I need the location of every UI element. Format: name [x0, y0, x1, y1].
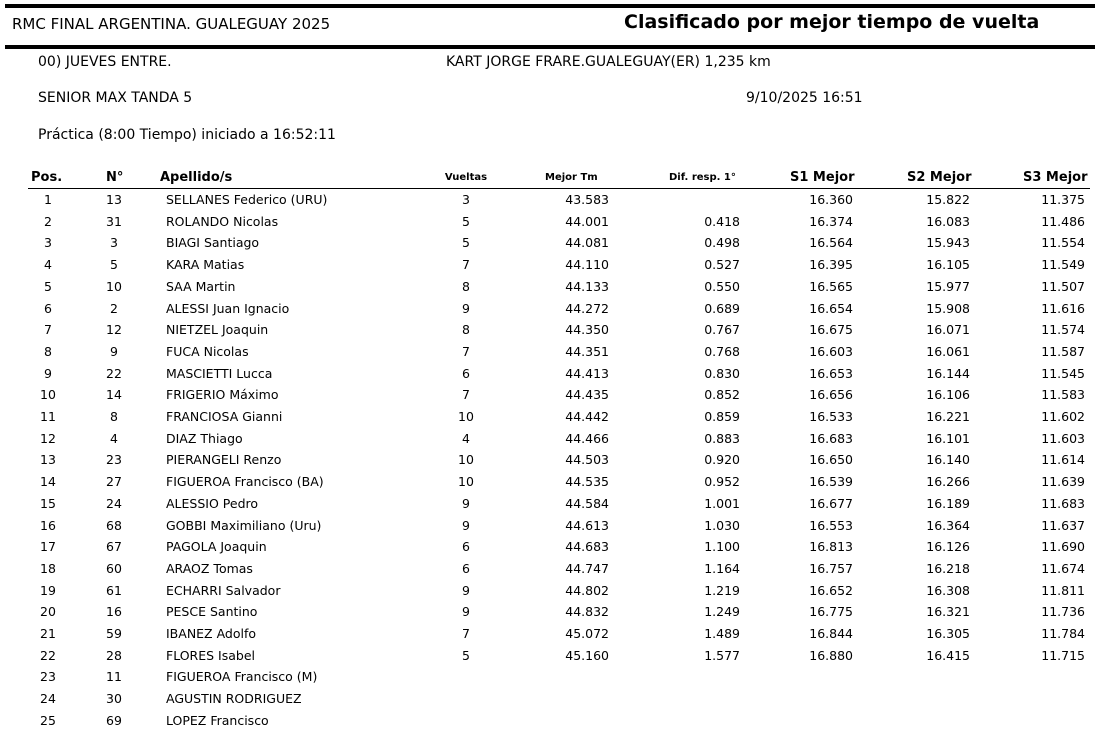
cell-pos: 3: [44, 235, 52, 251]
cell-diff: 1.001: [704, 495, 740, 511]
cell-s2: 16.305: [926, 626, 970, 641]
table-row: [0, 710, 1095, 732]
cell-num: 23: [106, 452, 122, 468]
cell-pos: 13: [40, 452, 56, 468]
cell-name: ALESSI Juan Ignacio: [166, 300, 290, 316]
cell-best: 44.081: [565, 235, 609, 251]
cell-pos: 23: [40, 669, 56, 685]
cell-best: 43.583: [565, 192, 609, 207]
cell-s3: [1000, 666, 1085, 688]
cell-pos: 2: [44, 213, 52, 229]
cell-s1: 16.844: [809, 626, 853, 641]
cell-name: KARA Matias: [166, 257, 245, 273]
table-row: [0, 471, 1095, 493]
cell-s3: 11.603: [1041, 430, 1085, 446]
cell-s2: 16.071: [926, 322, 970, 338]
table-row: [0, 623, 1095, 645]
cell-s3: 11.486: [1041, 213, 1085, 229]
table-row: [0, 580, 1095, 602]
cell-s2: 16.144: [926, 365, 970, 381]
cell-name: ROLANDO Nicolas: [166, 213, 279, 229]
cell-best: 45.160: [565, 647, 609, 663]
table-row: [0, 601, 1095, 623]
cell-s1: [770, 710, 853, 732]
cell-s1: [770, 666, 853, 688]
col-header-laps: Vueltas: [444, 172, 488, 183]
cell-diff: 0.859: [704, 409, 740, 424]
cell-s1: 16.653: [809, 365, 853, 381]
cell-num: 59: [106, 626, 122, 641]
cell-name: SELLANES Federico (URU): [166, 192, 328, 207]
cell-laps: 5: [462, 647, 470, 663]
cell-diff: 0.498: [704, 235, 740, 251]
cell-s3: 11.690: [1041, 539, 1085, 555]
table-row: [0, 515, 1095, 537]
table-row: [0, 493, 1095, 515]
cell-diff: 1.219: [704, 582, 740, 598]
cell-num: 13: [106, 192, 122, 207]
cell-s3: 11.375: [1041, 192, 1085, 207]
cell-diff: 0.689: [704, 300, 740, 316]
cell-name: LOPEZ Francisco: [166, 712, 269, 728]
cell-best: 44.613: [565, 517, 609, 533]
cell-name: NIETZEL Joaquin: [166, 322, 269, 338]
cell-diff: [650, 710, 740, 732]
cell-best: 44.110: [565, 257, 609, 273]
cell-s1: 16.650: [809, 452, 853, 468]
cell-best: 44.351: [565, 343, 609, 359]
cell-num: 9: [110, 343, 118, 359]
cell-laps: 9: [462, 604, 470, 620]
cell-s1: 16.553: [809, 517, 853, 533]
table-row: [0, 341, 1095, 363]
cell-s3: 11.683: [1041, 495, 1085, 511]
cell-s1: 16.539: [809, 474, 853, 490]
cell-num: 8: [110, 409, 118, 424]
cell-num: 10: [106, 278, 122, 294]
cell-num: 16: [106, 604, 122, 620]
session-datetime: 9/10/2025 16:51: [746, 90, 863, 106]
cell-num: 68: [106, 517, 122, 533]
cell-diff: 0.883: [704, 430, 740, 446]
cell-diff: 0.830: [704, 365, 740, 381]
cell-best: 44.802: [565, 582, 609, 598]
cell-diff: 1.164: [704, 560, 740, 576]
cell-pos: 11: [40, 409, 56, 424]
cell-s1: 16.603: [809, 343, 853, 359]
cell-s3: [1000, 688, 1085, 710]
col-header-s3: S3 Mejor: [1023, 170, 1088, 185]
cell-name: FIGUEROA Francisco (BA): [166, 474, 324, 490]
cell-best: 44.133: [565, 278, 609, 294]
cell-s2: [890, 688, 970, 710]
table-row: [0, 189, 1095, 211]
cell-diff: 1.249: [704, 604, 740, 620]
cell-best: 44.503: [565, 452, 609, 468]
cell-s2: 16.101: [926, 430, 970, 446]
cell-diff: [650, 189, 740, 211]
cell-laps: [436, 688, 496, 710]
cell-s1: 16.374: [809, 213, 853, 229]
cell-pos: 7: [44, 322, 52, 338]
table-row: [0, 232, 1095, 254]
cell-num: 67: [106, 539, 122, 555]
cell-laps: [436, 710, 496, 732]
cell-best: 44.747: [565, 560, 609, 576]
cell-s3: 11.639: [1041, 474, 1085, 490]
cell-pos: 8: [44, 343, 52, 359]
cell-best: 44.466: [565, 430, 609, 446]
col-header-s1: S1 Mejor: [790, 170, 855, 185]
cell-laps: 7: [462, 343, 470, 359]
cell-num: 4: [110, 430, 118, 446]
cell-s3: 11.507: [1041, 278, 1085, 294]
cell-name: FRIGERIO Máximo: [166, 387, 279, 403]
cell-pos: 14: [40, 474, 56, 490]
cell-s3: 11.587: [1041, 343, 1085, 359]
cell-s1: 16.652: [809, 582, 853, 598]
cell-pos: 16: [40, 517, 56, 533]
cell-s3: 11.614: [1041, 452, 1085, 468]
cell-best: 44.413: [565, 365, 609, 381]
cell-name: ARAOZ Tomas: [166, 560, 253, 576]
table-row: [0, 363, 1095, 385]
cell-s2: 16.364: [926, 517, 970, 533]
cell-laps: 8: [462, 322, 470, 338]
cell-num: 14: [106, 387, 122, 403]
cell-diff: 0.767: [704, 322, 740, 338]
cell-s3: 11.715: [1041, 647, 1085, 663]
cell-s2: 16.415: [926, 647, 970, 663]
cell-s1: 16.880: [809, 647, 853, 663]
cell-name: AGUSTIN RODRIGUEZ: [166, 691, 302, 707]
top-rule: [5, 4, 1095, 8]
cell-best: 44.584: [565, 495, 609, 511]
cell-name: ECHARRI Salvador: [166, 582, 281, 598]
table-row: [0, 558, 1095, 580]
cell-name: GOBBI Maximiliano (Uru): [166, 517, 322, 533]
cell-laps: 10: [458, 474, 474, 490]
cell-s2: 16.140: [926, 452, 970, 468]
col-header-s2: S2 Mejor: [907, 170, 972, 185]
cell-laps: 10: [458, 452, 474, 468]
cell-diff: 0.768: [704, 343, 740, 359]
cell-pos: 4: [44, 257, 52, 273]
cell-s2: 16.218: [926, 560, 970, 576]
cell-name: MASCIETTI Lucca: [166, 365, 273, 381]
cell-num: 61: [106, 582, 122, 598]
cell-diff: 0.852: [704, 387, 740, 403]
table-row: [0, 449, 1095, 471]
cell-s1: 16.675: [809, 322, 853, 338]
cell-s2: 16.221: [926, 409, 970, 424]
cell-s1: 16.775: [809, 604, 853, 620]
table-row: [0, 384, 1095, 406]
cell-s3: 11.616: [1041, 300, 1085, 316]
cell-s3: 11.602: [1041, 409, 1085, 424]
cell-s1: 16.564: [809, 235, 853, 251]
cell-laps: 8: [462, 278, 470, 294]
col-header-best: Mejor Tm: [545, 172, 598, 183]
cell-laps: 9: [462, 300, 470, 316]
cell-laps: 7: [462, 387, 470, 403]
cell-pos: 12: [40, 430, 56, 446]
cell-s2: 16.189: [926, 495, 970, 511]
cell-best: 44.535: [565, 474, 609, 490]
cell-laps: 5: [462, 213, 470, 229]
cell-laps: 7: [462, 626, 470, 641]
cell-name: PIERANGELI Renzo: [166, 452, 282, 468]
cell-s2: 16.266: [926, 474, 970, 490]
session-day: 00) JUEVES ENTRE.: [38, 54, 172, 70]
cell-num: 12: [106, 322, 122, 338]
cell-name: DIAZ Thiago: [166, 430, 243, 446]
cell-pos: 24: [40, 691, 56, 707]
cell-diff: 1.100: [704, 539, 740, 555]
cell-s1: 16.654: [809, 300, 853, 316]
cell-pos: 17: [40, 539, 56, 555]
track-info: KART JORGE FRARE.GUALEGUAY(ER) 1,235 km: [446, 54, 771, 70]
cell-name: FLORES Isabel: [166, 647, 255, 663]
cell-best: 44.832: [565, 604, 609, 620]
cell-laps: 5: [462, 235, 470, 251]
cell-num: 69: [106, 712, 122, 728]
cell-pos: 19: [40, 582, 56, 598]
cell-best: [520, 710, 609, 732]
cell-diff: 1.030: [704, 517, 740, 533]
cell-best: 44.350: [565, 322, 609, 338]
cell-s3: 11.554: [1041, 235, 1085, 251]
cell-s1: 16.683: [809, 430, 853, 446]
cell-s1: 16.813: [809, 539, 853, 555]
cell-pos: 1: [44, 192, 52, 207]
cell-s2: 16.061: [926, 343, 970, 359]
cell-s2: [890, 710, 970, 732]
cell-s3: 11.583: [1041, 387, 1085, 403]
cell-pos: 6: [44, 300, 52, 316]
cell-diff: 0.418: [704, 213, 740, 229]
cell-s2: 15.977: [926, 278, 970, 294]
cell-best: [520, 688, 609, 710]
cell-laps: 7: [462, 257, 470, 273]
header-rule: [5, 45, 1095, 49]
table-row: [0, 319, 1095, 341]
cell-laps: 10: [458, 409, 474, 424]
event-title: RMC FINAL ARGENTINA. GUALEGUAY 2025: [12, 15, 331, 33]
cell-name: PESCE Santino: [166, 604, 258, 620]
cell-s2: 16.308: [926, 582, 970, 598]
table-row: [0, 276, 1095, 298]
cell-num: 31: [106, 213, 122, 229]
col-header-name: Apellido/s: [160, 170, 233, 185]
col-header-pos: Pos.: [31, 170, 63, 185]
cell-s3: 11.545: [1041, 365, 1085, 381]
cell-name: SAA Martin: [166, 278, 236, 294]
cell-num: 5: [110, 257, 118, 273]
cell-name: BIAGI Santiago: [166, 235, 260, 251]
cell-num: 27: [106, 474, 122, 490]
table-row: [0, 298, 1095, 320]
col-header-diff: Dif. resp. 1°: [669, 172, 736, 183]
table-row: [0, 688, 1095, 710]
cell-laps: [436, 666, 496, 688]
cell-num: 3: [110, 235, 118, 251]
cell-s1: 16.656: [809, 387, 853, 403]
cell-num: 60: [106, 560, 122, 576]
cell-laps: 6: [462, 365, 470, 381]
cell-s2: 16.321: [926, 604, 970, 620]
cell-s2: 16.083: [926, 213, 970, 229]
cell-s1: 16.360: [809, 192, 853, 207]
cell-laps: 4: [462, 430, 470, 446]
cell-best: 44.272: [565, 300, 609, 316]
cell-pos: 25: [40, 712, 56, 728]
cell-diff: 0.952: [704, 474, 740, 490]
cell-pos: 15: [40, 495, 56, 511]
cell-s3: 11.549: [1041, 257, 1085, 273]
cell-best: 44.442: [565, 409, 609, 424]
cell-laps: 9: [462, 582, 470, 598]
cell-s3: 11.674: [1041, 560, 1085, 576]
cell-name: ALESSIO Pedro: [166, 495, 259, 511]
table-row: [0, 428, 1095, 450]
cell-s3: [1000, 710, 1085, 732]
cell-s3: 11.811: [1041, 582, 1085, 598]
cell-diff: 0.920: [704, 452, 740, 468]
cell-name: PAGOLA Joaquin: [166, 539, 267, 555]
cell-s2: [890, 666, 970, 688]
cell-pos: 22: [40, 647, 56, 663]
cell-diff: 0.527: [704, 257, 740, 273]
table-row: [0, 536, 1095, 558]
cell-laps: 9: [462, 517, 470, 533]
cell-best: 44.683: [565, 539, 609, 555]
cell-s1: 16.757: [809, 560, 853, 576]
cell-name: IBANEZ Adolfo: [166, 626, 257, 641]
cell-diff: [650, 688, 740, 710]
table-row: [0, 211, 1095, 233]
cell-s1: [770, 688, 853, 710]
cell-best: [520, 666, 609, 688]
cell-s2: 16.126: [926, 539, 970, 555]
table-row: [0, 645, 1095, 667]
cell-pos: 18: [40, 560, 56, 576]
cell-best: 44.435: [565, 387, 609, 403]
cell-s3: 11.784: [1041, 626, 1085, 641]
cell-diff: 0.550: [704, 278, 740, 294]
cell-num: 28: [106, 647, 122, 663]
col-header-num: N°: [106, 170, 124, 185]
practice-info: Práctica (8:00 Tiempo) iniciado a 16:52:11: [38, 127, 336, 143]
cell-s3: 11.736: [1041, 604, 1085, 620]
cell-num: 11: [106, 669, 122, 685]
cell-num: 30: [106, 691, 122, 707]
category: SENIOR MAX TANDA 5: [38, 90, 193, 106]
cell-num: 22: [106, 365, 122, 381]
table-row: [0, 666, 1095, 688]
cell-pos: 9: [44, 365, 52, 381]
cell-s1: 16.395: [809, 257, 853, 273]
cell-laps: 6: [462, 539, 470, 555]
cell-diff: 1.577: [704, 647, 740, 663]
cell-best: 45.072: [565, 626, 609, 641]
cell-s3: 11.637: [1041, 517, 1085, 533]
cell-pos: 5: [44, 278, 52, 294]
cell-s2: 16.106: [926, 387, 970, 403]
table-row: [0, 406, 1095, 428]
cell-s2: 15.822: [926, 192, 970, 207]
cell-laps: 3: [462, 192, 470, 207]
cell-s2: 15.943: [926, 235, 970, 251]
cell-name: FIGUEROA Francisco (M): [166, 669, 318, 685]
cell-pos: 10: [40, 387, 56, 403]
cell-s2: 15.908: [926, 300, 970, 316]
cell-s1: 16.565: [809, 278, 853, 294]
cell-pos: 21: [40, 626, 56, 641]
cell-num: 24: [106, 495, 122, 511]
cell-name: FUCA Nicolas: [166, 343, 249, 359]
cell-diff: 1.489: [704, 626, 740, 641]
cell-s2: 16.105: [926, 257, 970, 273]
report-title: Clasificado por mejor tiempo de vuelta: [624, 11, 1040, 33]
cell-s1: 16.677: [809, 495, 853, 511]
cell-diff: [650, 666, 740, 688]
cell-best: 44.001: [565, 213, 609, 229]
cell-name: FRANCIOSA Gianni: [166, 409, 283, 424]
cell-num: 2: [110, 300, 118, 316]
cell-s3: 11.574: [1041, 322, 1085, 338]
cell-laps: 9: [462, 495, 470, 511]
cell-laps: 6: [462, 560, 470, 576]
cell-s1: 16.533: [809, 409, 853, 424]
cell-pos: 20: [40, 604, 56, 620]
table-row: [0, 254, 1095, 276]
